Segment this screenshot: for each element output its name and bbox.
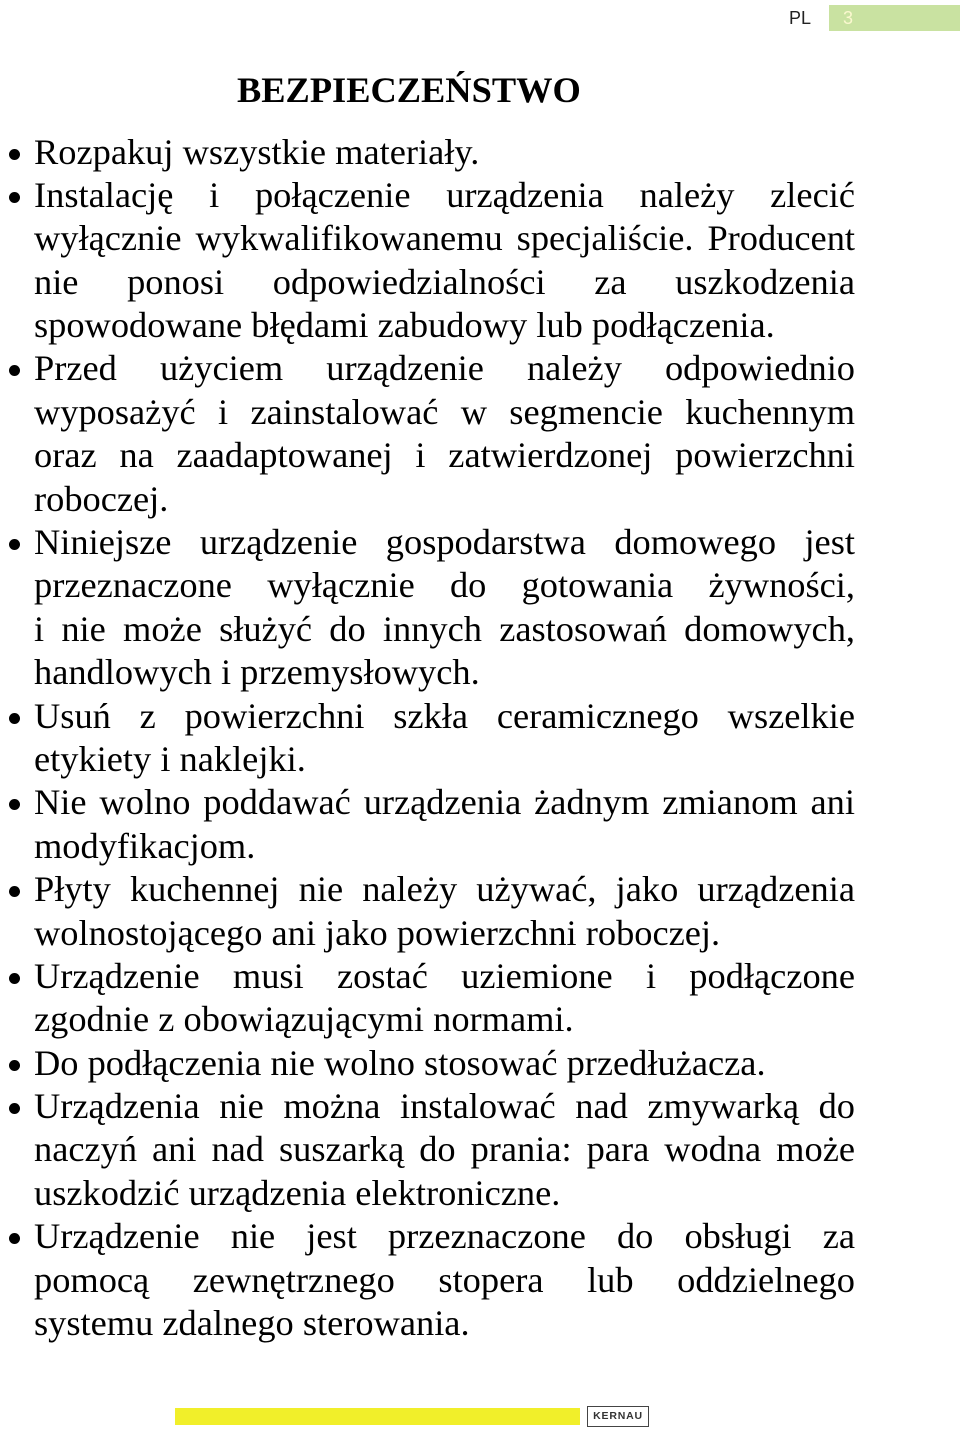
list-item-text-line: uszkodzić urządzenia elektroniczne. [34,1172,561,1213]
list-item-text-line: oraz na zaadaptowanej i zatwierdzonej powierzchni [34,435,855,476]
brand-logo: KERNAU [587,1406,649,1427]
list-item-text-line: Instalację i połączenie urządzenia należy zlecić [34,174,855,215]
bullet-icon [9,192,20,203]
safety-list-item [0,174,960,348]
list-item-text-line: modyfikacjom. [34,825,256,866]
bullet-icon [9,1060,20,1071]
safety-list-item [0,868,960,955]
bullet-icon [9,149,20,160]
list-item-text-line: naczyń ani nad suszarką do prania: para wodna może [34,1129,855,1170]
list-item-text-line: Przed użyciem urządzenie należy odpowiednio [34,348,855,389]
bullet-icon [9,1103,20,1114]
safety-list-item [0,1042,960,1085]
safety-list [0,131,960,1346]
list-item-text-line: Płyty kuchennej nie należy używać, jako urządzenia [34,869,855,910]
safety-list-item [0,1085,960,1215]
list-item-text-line: Do podłączenia nie wolno stosować przedłużacza. [34,1042,766,1083]
list-item-text-line: Nie wolno poddawać urządzenia żadnym zmianom ani [34,782,855,823]
list-item-text-line: Urządzenie nie jest przeznaczone do obsługi za [34,1216,855,1257]
safety-list-item [0,131,960,174]
list-item-text-line: Urządzenie musi zostać uziemione i podłączone [34,955,855,996]
list-item-text-line: przeznaczone wyłącznie do gotowania żywności, [34,565,855,606]
list-item-text-line: wyłącznie wykwalifikowanemu specjaliście. Producent [34,218,855,259]
safety-list-item [0,521,960,695]
list-item-text-line: etykiety i naklejki. [34,738,306,779]
language-label: PL [789,8,812,28]
section-title: BEZPIECZEŃSTWO [237,70,581,110]
list-item-text-line: roboczej. [34,478,169,519]
list-item-text-line: handlowych i przemysłowych. [34,652,480,693]
list-item-text-line: nie ponosi odpowiedzialności za uszkodzenia [34,261,855,302]
list-item-text-line: Niniejsze urządzenie gospodarstwa domowego jest [34,522,855,563]
list-item-text-line: wolnostojącego ani jako powierzchni roboczej. [34,912,721,953]
bullet-icon [9,713,20,724]
bullet-icon [9,799,20,810]
safety-list-item [0,781,960,868]
list-item-text-line: Rozpakuj wszystkie materiały. [34,131,480,172]
list-item-text-line: zgodnie z obowiązującymi normami. [34,999,574,1040]
bullet-icon [9,973,20,984]
list-item-text-line: pomocą zewnętrznego stopera lub oddzielnego [34,1259,855,1300]
bullet-icon [9,886,20,897]
list-item-text-line: wyposażyć i zainstalować w segmencie kuchennym [34,391,855,432]
page-number-tab [829,5,960,31]
list-item-text-line: i nie może służyć do innych zastosowań domowych, [34,608,855,649]
safety-list-item [0,695,960,782]
list-item-text-line: Urządzenia nie można instalować nad zmywarką do [34,1086,855,1127]
footer-accent-bar [175,1408,580,1425]
list-item-text-line: Usuń z powierzchni szkła ceramicznego wszelkie [34,695,855,736]
bullet-icon [9,365,20,376]
safety-list-item [0,955,960,1042]
bullet-icon [9,539,20,550]
page-number: 3 [843,8,854,28]
bullet-icon [9,1233,20,1244]
list-item-text-line: systemu zdalnego sterowania. [34,1303,470,1344]
safety-list-item [0,347,960,521]
safety-list-item [0,1215,960,1345]
list-item-text-line: spowodowane błędami zabudowy lub podłączenia. [34,305,775,346]
